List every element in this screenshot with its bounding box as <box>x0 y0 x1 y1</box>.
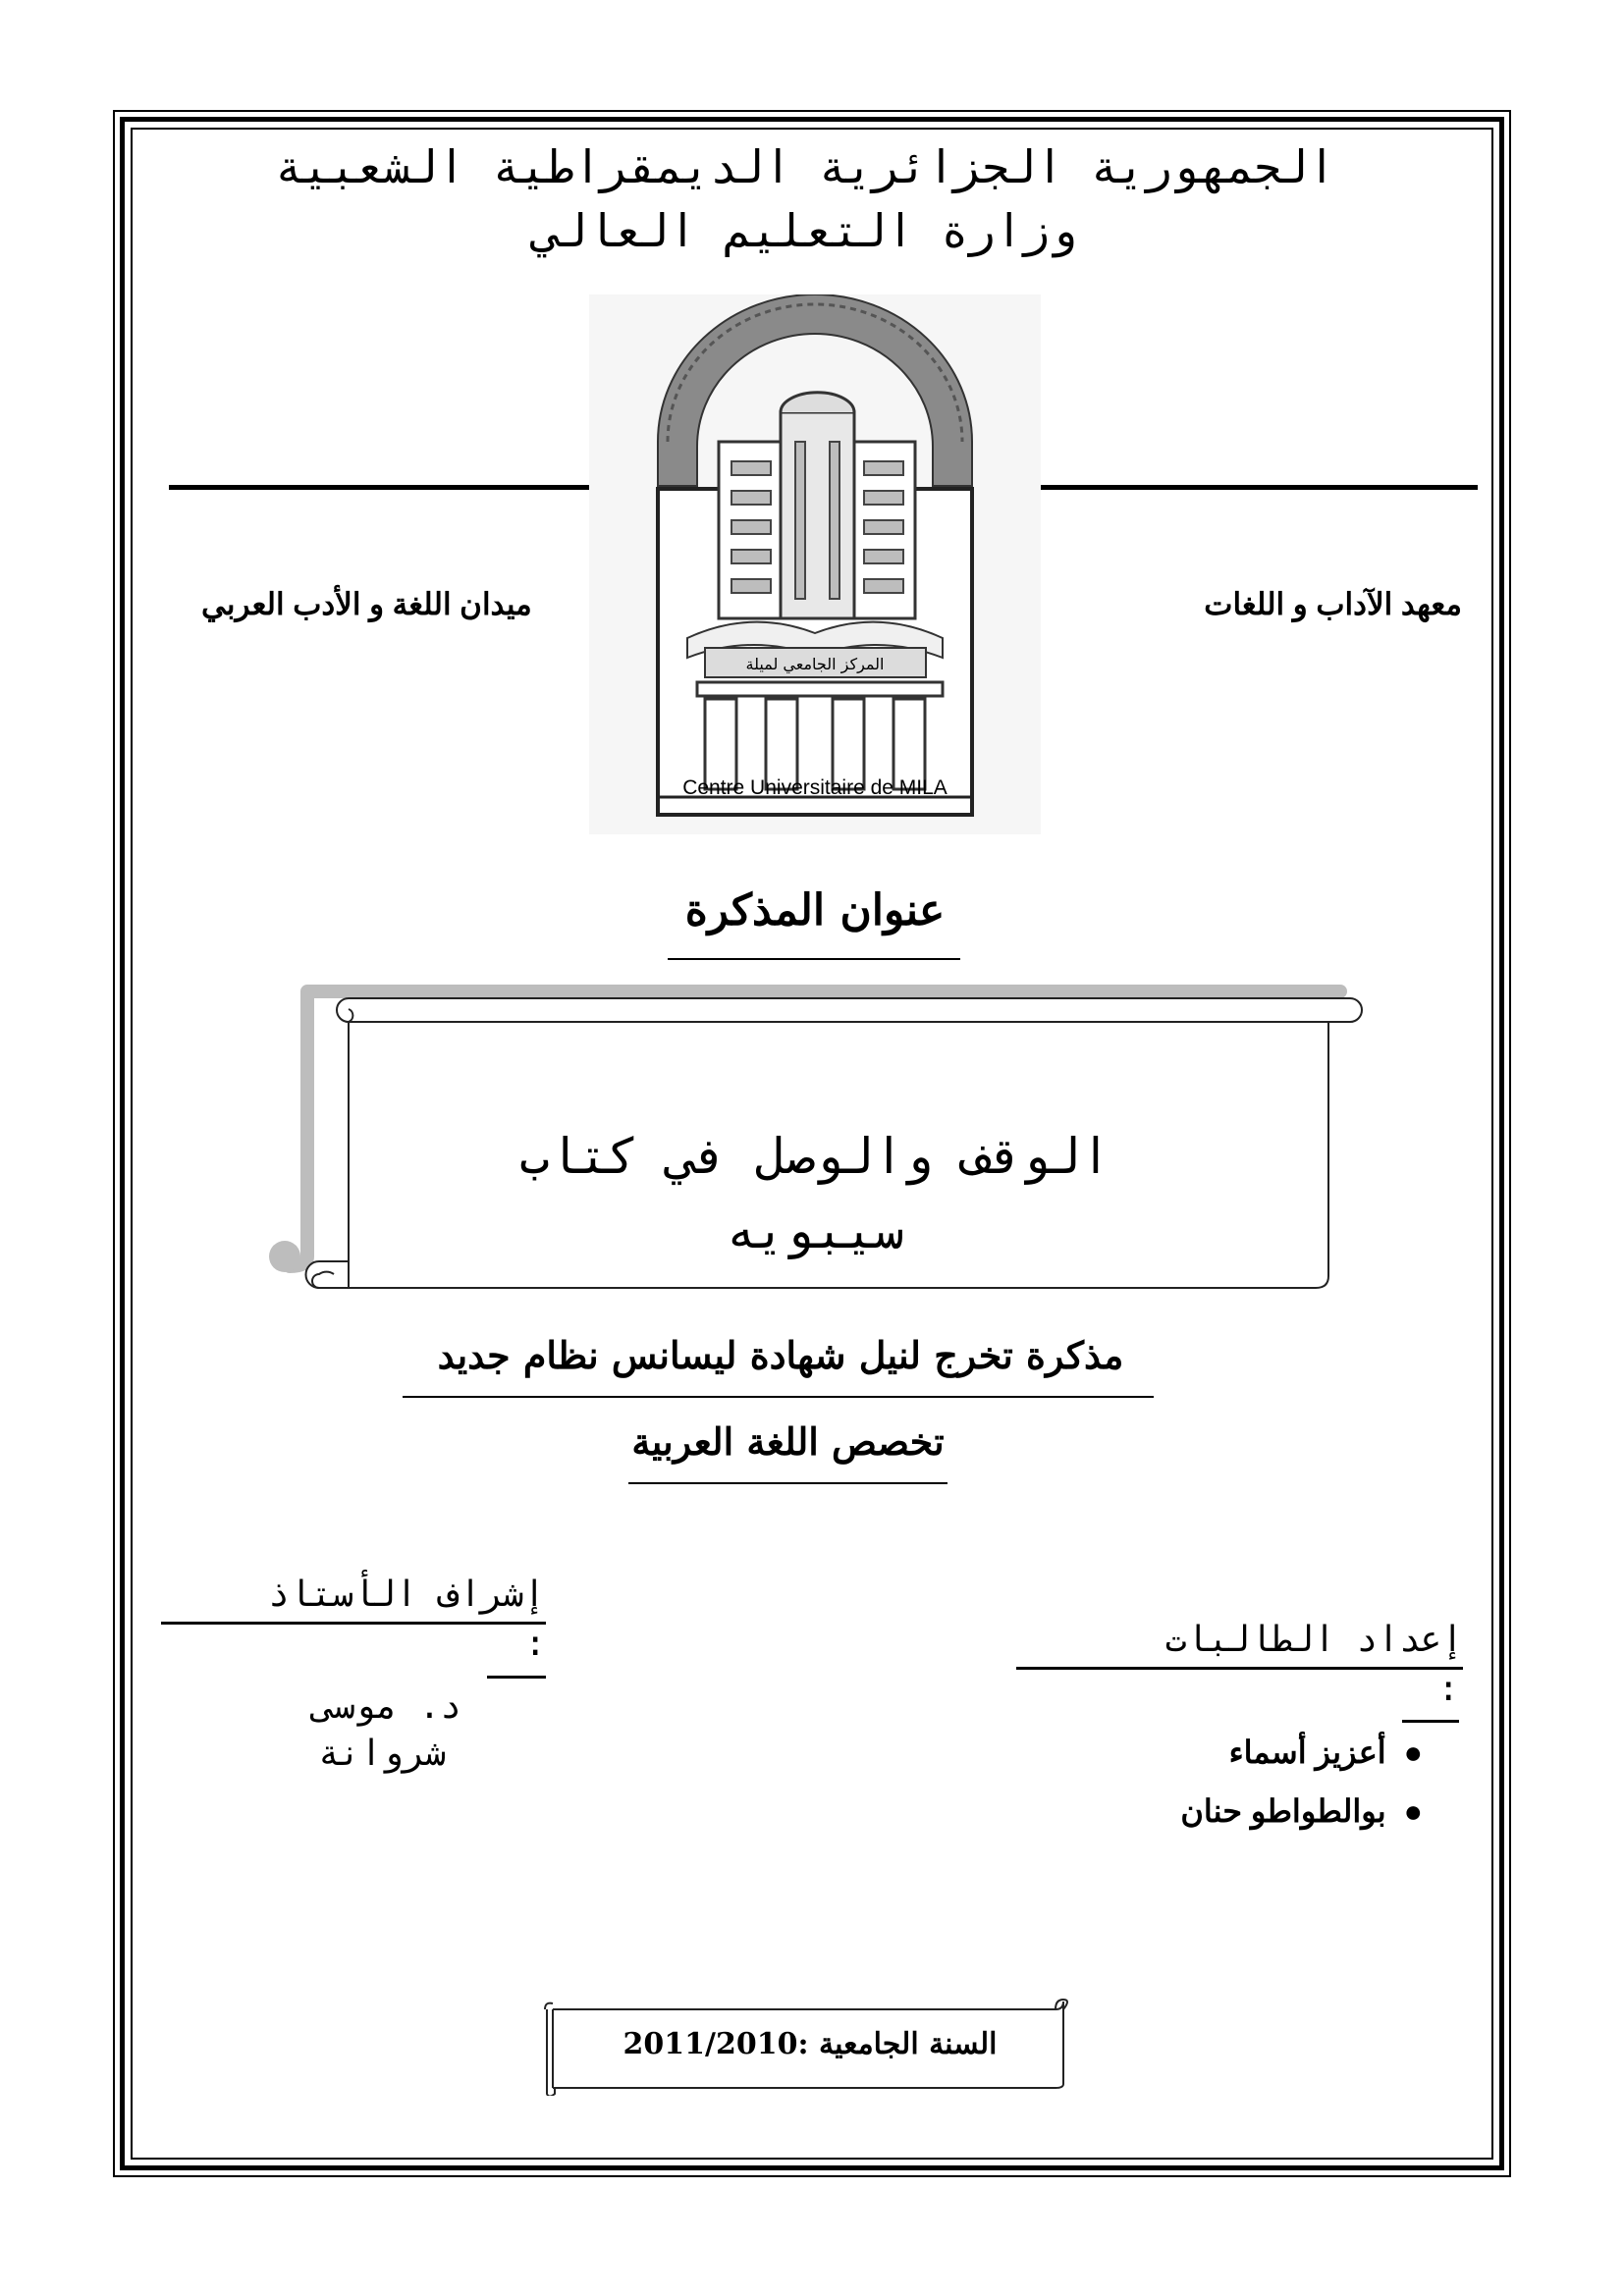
student-2 <box>1180 1792 1423 1830</box>
university-logo <box>589 294 1041 834</box>
logo-arabic-banner: المركز الجامعي لميلة <box>745 655 885 673</box>
student-1-name: أعزيز أسماء <box>1228 1735 1386 1770</box>
logo-caption: Centre Universitaire de MILA <box>682 776 947 799</box>
thesis-title-label-underline <box>668 958 960 960</box>
degree-statement: مذكرة تخرج لنيل شهادة ليسانس نظام جديد <box>437 1333 1124 1377</box>
supervisor-name-line2: شروانة <box>317 1734 446 1774</box>
supervision-colon-underline <box>487 1676 546 1679</box>
academic-year: السنة الجامعية :2011/2010 <box>623 2027 998 2061</box>
header-rule-right <box>967 485 1478 490</box>
republic-title: الجمهورية الجزائرية الديمقراطية الشعبية <box>274 140 1336 193</box>
student-1 <box>1229 1734 1423 1771</box>
students-colon: : <box>1437 1669 1459 1709</box>
student-2-bullet-icon: ● <box>1403 1793 1423 1829</box>
student-1-bullet-icon: ● <box>1403 1735 1423 1770</box>
student-2-name: بوالطواطو حنان <box>1180 1793 1386 1829</box>
field-name: ميدان اللغة و الأدب العربي <box>201 587 532 621</box>
thesis-title <box>324 1119 1306 1268</box>
supervision-label: إشراف الأستاذ <box>268 1575 545 1615</box>
institute-name: معهد الآداب و اللغات <box>1204 587 1462 621</box>
specialty-underline <box>628 1482 947 1484</box>
degree-underline <box>403 1396 1154 1398</box>
thesis-title-line2: سيبويه <box>726 1202 904 1259</box>
supervisor-name-line1: د. موسى <box>312 1686 461 1727</box>
thesis-title-line1: الوقف والوصل في كتاب <box>518 1128 1111 1185</box>
students-label: إعداد الطالبات <box>1164 1620 1463 1660</box>
specialty: تخصص اللغة العربية <box>631 1419 945 1464</box>
supervision-colon: : <box>524 1624 546 1664</box>
ministry-title: وزارة التعليم العالي <box>533 204 1077 257</box>
students-colon-underline <box>1402 1720 1459 1723</box>
thesis-title-label: عنوان المذكرة <box>684 885 946 935</box>
students-label-underline <box>1016 1667 1463 1670</box>
